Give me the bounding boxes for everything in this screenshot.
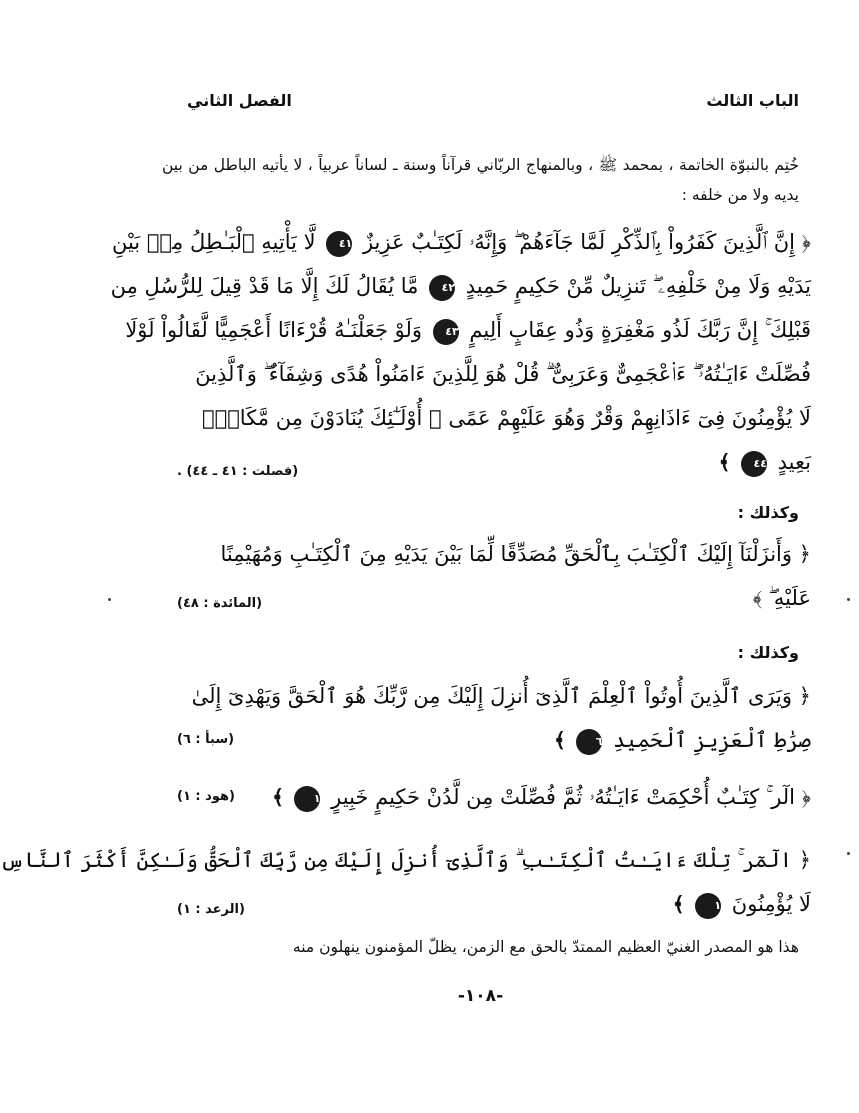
reference-saba: (سبأ : ٦) (177, 732, 235, 747)
verse-line: يَدَيْهِ وَلَا مِنْ خَلْفِهِۦ ۖ تَنزِيلٌ مِّنْ حَكِيمٍ حَمِيدٍ ٤٢ مَّا يُقَالُ لَكَ إِلَّا مَا قَدْ قِيلَ لِلرُّسُلِ مِن (150, 264, 811, 308)
page-number: -١٠٨- (457, 986, 504, 1006)
verse-block-saba (150, 674, 811, 762)
reference-hud: (هود : ١) (177, 789, 235, 804)
closing-brace: ﴾ (553, 728, 566, 752)
connector-text: وكذلك : (737, 643, 799, 662)
closing-paragraph: هذا هو المصدر الغنيّ العظيم الممتدّ بالحق مع الزمن، يظلّ المؤمنون ينهلون منه (292, 938, 799, 956)
ayah-number-marker: ٤٤ (741, 451, 767, 477)
reference-fussilat: (فصلت : ٤١ ـ ٤٤) . (177, 464, 299, 479)
verse-line: ﴿ الٓر ۚ كِتَـٰبٌ أُحْكِمَتْ ءَايَـٰتُهُۥ ثُمَّ فُصِّلَتْ مِن لَّدُنْ حَكِيمٍ خَبِيرٍ ١ ﴾ (272, 775, 811, 819)
verse-line: ﴿ إِنَّ ٱلَّذِينَ كَفَرُواْ بِٱلذِّكْرِ لَمَّا جَآءَهُمْ ۖ وَإِنَّهُۥ لَكِتَـٰبٌ عَزِيزٌ ٤١ لَّا يَأْتِيهِ ٱلْبَـٰطِلُ مِنۢ بَيْنِ (150, 220, 811, 264)
chapter-title: الباب الثالث (706, 91, 799, 110)
verse-line: ﴿ وَيَرَى ٱلَّذِينَ أُوتُواْ ٱلْعِلْمَ ٱلَّذِىٓ أُنزِلَ إِلَيْكَ مِن رَّبِّكَ هُوَ ٱلْحَقَّ وَيَهْدِىٓ إِلَىٰ (191, 684, 811, 708)
verse-line: صِرَٰطِ ٱلْعَزِيزِ ٱلْحَمِيدِ ٦ ﴾ (150, 718, 811, 762)
verse-block-hud (272, 775, 811, 819)
scan-speck (108, 598, 111, 601)
verse-line: ﴿ الٓمٓر ۚ تِلْكَ ءَايَـٰتُ ٱلْكِتَـٰبِ ۗ وَٱلَّذِىٓ أُنزِلَ إِلَيْكَ مِن رَّبِّكَ ٱلْحَقُّ وَلَـٰكِنَّ أَكْثَرَ ٱلنَّاسِ (0, 848, 811, 872)
ayah-number-marker: ٤١ (326, 231, 352, 257)
closing-brace: ﴾ (672, 892, 685, 916)
verse-block-raad (0, 838, 811, 926)
ayah-number-marker: ١ (695, 893, 721, 919)
verse-line: لَا يُؤْمِنُونَ ١ ﴾ (150, 882, 811, 926)
verse-line: قَبْلِكَ ۚ إِنَّ رَبَّكَ لَذُو مَغْفِرَةٍ وَذُو عِقَابٍ أَلِيمٍ ٤٣ وَلَوْ جَعَلْنَـٰهُ قُرْءَانًا أَعْجَمِيًّا لَّقَالُواْ لَوْلَا (150, 308, 811, 352)
section-title: الفصل الثاني (187, 91, 292, 110)
scan-speck (847, 852, 850, 855)
verse-line: بَعِيدٍ ٤٤ ﴾ (150, 440, 811, 484)
verse-line: لَا يُؤْمِنُونَ فِىٓ ءَاذَانِهِمْ وَقْرٌ وَهُوَ عَلَيْهِمْ عَمًى ۚ أُوْلَـٰٓئِكَ يُنَادَوْنَ مِن مَّكَانٍۭ (202, 406, 811, 430)
ayah-number-marker: ٤٣ (433, 319, 459, 345)
reference-raad: (الرعد : ١) (177, 902, 245, 917)
connector-text: وكذلك : (737, 503, 799, 522)
verse-block-fussilat (110, 220, 811, 484)
scan-speck (847, 598, 850, 601)
ayah-number-marker: ٦ (576, 729, 602, 755)
verse-line: ﴿ وَأَنزَلْنَآ إِلَيْكَ ٱلْكِتَـٰبَ بِٱلْحَقِّ مُصَدِّقًا لِّمَا بَيْنَ يَدَيْهِ مِنَ ٱلْكِتَـٰبِ وَمُهَيْمِنًا (220, 542, 811, 566)
ayah-number-marker: ١ (294, 786, 320, 812)
verse-line: فُصِّلَتْ ءَايَـٰتُهُۥٓ ۖ ءَا۬عْجَمِىٌّ وَعَرَبِىٌّ ۗ قُلْ هُوَ لِلَّذِينَ ءَامَنُواْ هُدًى وَشِفَآءٌ ۖ وَٱلَّذِينَ (195, 362, 811, 386)
ayah-number-marker: ٤٢ (429, 275, 455, 301)
intro-paragraph: خُتِم بالنبوّة الخاتمة ، بمحمد ﷺ ، وبالمنهاج الربّاني قرآناً وسنة ـ لساناً عربياً ، لا يأتيه الباطل من بين يديه ولا من خلفه : (162, 156, 799, 204)
closing-brace: ﴾ (718, 450, 731, 474)
reference-maida: (المائدة : ٤٨) (177, 596, 263, 611)
closing-brace: ﴾ (272, 785, 284, 809)
verse-line: عَلَيْهِ ۖ ﴾ (752, 586, 811, 610)
